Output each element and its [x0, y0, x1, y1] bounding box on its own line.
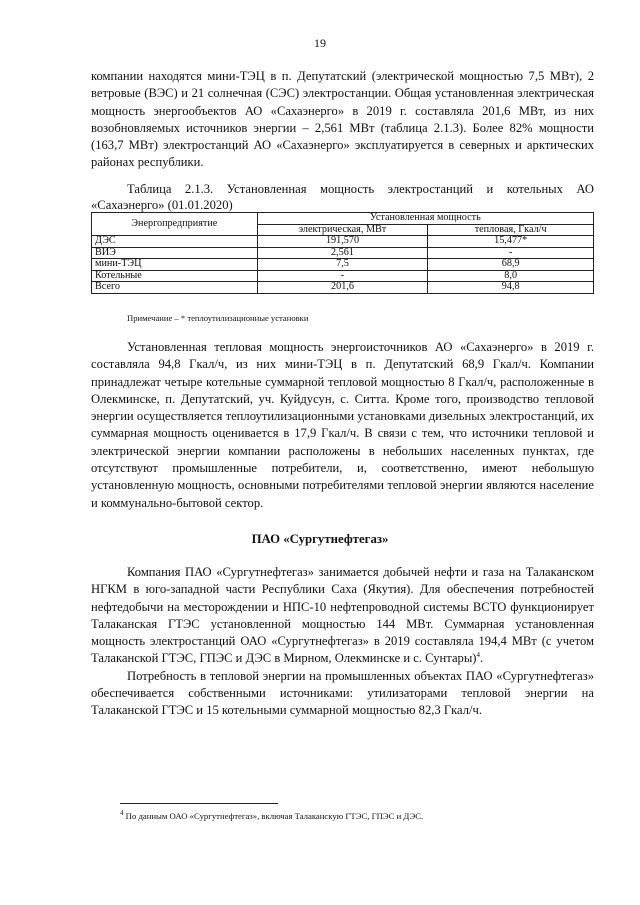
- paragraph-2: Установленная тепловая мощность энергоисточников АО «Сахаэнерго» в 2019 г. составляла 94,8 Гкал/ч, из них мини-ТЭЦ в п. Депутатский 68,9 Гкал/ч. Компании принадлежат четыре котельные суммарной тепловой мощностью 8 Гкал/ч, расположенные в Олекминске, п. Депутатский, уч. Куйдусун, с. Ситта. Кроме того, производство тепловой энергии осуществляется теплоутилизационными установками дизельных электростанций, их суммарная мощность оценивается в 17,9 Гкал/ч. В связи с тем, что источники тепловой и электрической энергии компании расположены в небольших населенных пунктах, где отсутствуют промышленные потребители, и, соответственно, имеют небольшую установленную мощность, основными потребителями тепловой энергии являются население и коммунально-бытовой сектор.: [91, 340, 594, 510]
- capacity-table: [91, 212, 594, 294]
- paragraph-3-text: Компания ПАО «Сургутнефтегаз» занимается добычей нефти и газа на Талаканском НГКМ в юго-западной части Республики Саха (Якутия). Для обеспечения потребностей нефтедобычи на месторождении и НПС-10 нефтепроводной системы ВСТО функционирует Талаканская ГТЭС установленной мощностью 144 МВт. Суммарная установленная мощность электростанций ОАО «Сургутнефтегаз» в 2019 составляла 194,4 МВт (с учетом Талаканской ГТЭС, ГПЭС и ДЭС в Мирном, Олекминске и с. Сунтары): [91, 565, 594, 666]
- paragraph-intro: [91, 68, 594, 172]
- cell-electric: 7,5: [257, 259, 428, 271]
- paragraph-3-end: .: [480, 651, 484, 666]
- footnote: [120, 811, 423, 821]
- cell-electric: 191,570: [257, 236, 428, 248]
- paragraph-thermal: [91, 339, 594, 512]
- cell-thermal: 8,0: [428, 270, 594, 282]
- cell-thermal: 15,477*: [428, 236, 594, 248]
- table-row: [92, 282, 594, 294]
- cell-electric: 201,6: [257, 282, 428, 294]
- section-heading: ПАО «Сургутнефтегаз»: [251, 532, 389, 546]
- paragraph-surgut: [91, 564, 594, 720]
- cell-name: Всего: [92, 282, 258, 294]
- cell-electric: 2,561: [257, 247, 428, 259]
- paragraph-4: Потребность в тепловой энергии на промышленных объектах ПАО «Сургутнефтегаз» обеспечивается собственными источниками: утилизаторами тепловой энергии на Талаканской ГТЭС и 15 котельными суммарной мощностью 82,3 Гкал/ч.: [91, 668, 594, 718]
- table-note: Примечание – * теплоутилизационные установки: [127, 313, 309, 323]
- col-electric: электрическая, МВт: [257, 224, 428, 236]
- cell-name: ДЭС: [92, 236, 258, 248]
- col-thermal: тепловая, Гкал/ч: [428, 224, 594, 236]
- table-row: [92, 247, 594, 259]
- paragraph-3: [91, 564, 594, 668]
- footnote-number: 4: [120, 809, 124, 818]
- table-row: [92, 236, 594, 248]
- footnote-text: По данным ОАО «Сургутнефтегаз», включая Талаканскую ГТЭС, ГПЭС и ДЭС.: [123, 811, 424, 821]
- cell-thermal: 68,9: [428, 259, 594, 271]
- col-group-installed: Установленная мощность: [257, 213, 593, 225]
- cell-thermal: -: [428, 247, 594, 259]
- footnote-reference[interactable]: 4: [476, 651, 480, 660]
- cell-electric: -: [257, 270, 428, 282]
- table-row: [92, 270, 594, 282]
- table-row: [92, 259, 594, 271]
- table-caption: Таблица 2.1.3. Установленная мощность электростанций и котельных АО «Сахаэнерго» (01.01.2020): [91, 182, 594, 212]
- footnote-divider: [120, 803, 278, 804]
- cell-name: мини-ТЭЦ: [92, 259, 258, 271]
- cell-name: ВИЭ: [92, 247, 258, 259]
- paragraph-1: компании находятся мини-ТЭЦ в п. Депутатский (электрической мощностью 7,5 МВт), 2 ветровые (ВЭС) и 21 солнечная (СЭС) электростанции. Общая установленная электрическая мощность энергообъектов АО «Сахаэнерго» в 2019 г. составляла 201,6 МВт, из них возобновляемых источников энергии – 2,561 МВт (таблица 2.1.3). Более 82% мощности (163,7 МВт) электростанций АО «Сахаэнерго» эксплуатируется в северных и арктических районах республики.: [91, 69, 594, 170]
- page-number: 19: [314, 36, 326, 50]
- cell-name: Котельные: [92, 270, 258, 282]
- col-enterprise: Энергопредприятие: [92, 213, 258, 236]
- cell-thermal: 94,8: [428, 282, 594, 294]
